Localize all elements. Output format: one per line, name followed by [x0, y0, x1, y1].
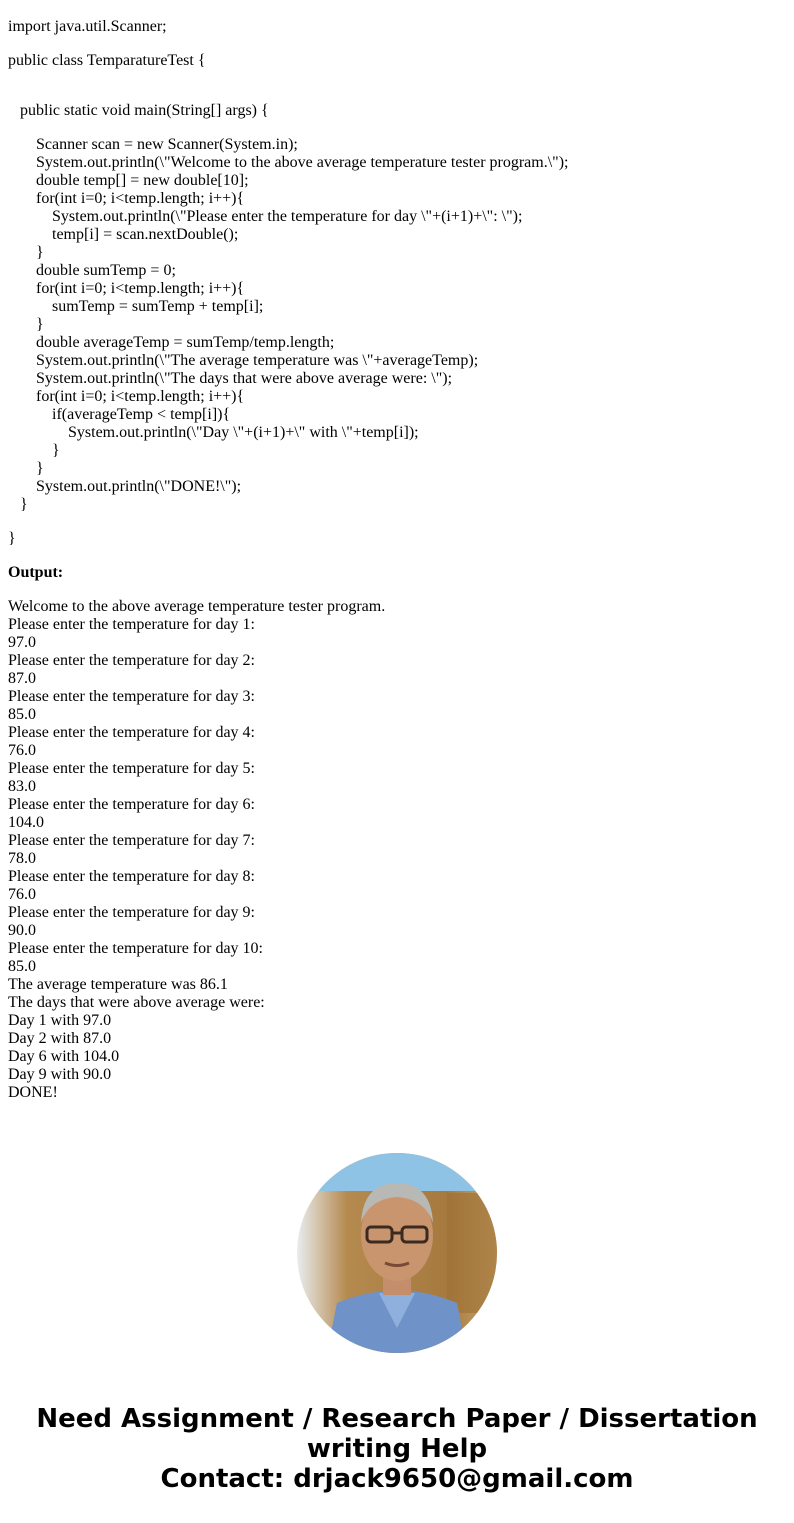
- spacer: [8, 36, 788, 52]
- output-line: 104.0: [8, 814, 44, 831]
- output-line: The average temperature was 86.1: [8, 976, 228, 993]
- output-line: The days that were above average were:: [8, 994, 265, 1011]
- code-line: if(averageTemp < temp[i]){: [8, 406, 231, 423]
- output-line: Please enter the temperature for day 3:: [8, 688, 255, 705]
- code-line: double sumTemp = 0;: [8, 262, 176, 279]
- code-line: for(int i=0; i<temp.length; i++){: [8, 190, 245, 207]
- code-line: sumTemp = sumTemp + temp[i];: [8, 298, 264, 315]
- output-line: Day 9 with 90.0: [8, 1066, 112, 1083]
- spacer: [8, 86, 788, 102]
- code-line: double temp[] = new double[10];: [8, 172, 249, 189]
- output-line: 85.0: [8, 706, 36, 723]
- output-line: 76.0: [8, 742, 36, 759]
- java-code-block: [8, 18, 788, 548]
- spacer: [8, 514, 788, 530]
- code-line: System.out.println(\"Day \"+(i+1)+\" with \"+temp[i]);: [8, 424, 419, 441]
- output-line: Day 2 with 87.0: [8, 1030, 112, 1047]
- code-line: System.out.println(\"The days that were above average were: \");: [8, 370, 453, 387]
- code-line: System.out.println(\"Welcome to the above average temperature tester program.\");: [8, 154, 569, 171]
- output-line: Please enter the temperature for day 1:: [8, 616, 255, 633]
- author-portrait-icon: [297, 1153, 497, 1353]
- spacer: [8, 70, 788, 86]
- promo-line-1: Need Assignment / Research Paper / Dissertation: [36, 1404, 758, 1434]
- output-heading: Output:: [8, 564, 64, 581]
- output-line: 87.0: [8, 670, 36, 687]
- output-line: Please enter the temperature for day 5:: [8, 760, 255, 777]
- output-line: 90.0: [8, 922, 36, 939]
- promo-contact-line: Contact: drjack9650@gmail.com: [160, 1464, 634, 1494]
- spacer: [8, 120, 788, 136]
- output-line: Please enter the temperature for day 6:: [8, 796, 255, 813]
- code-line: temp[i] = scan.nextDouble();: [8, 226, 239, 243]
- output-line: 78.0: [8, 850, 36, 867]
- code-class-line: public class TemparatureTest {: [8, 52, 206, 69]
- output-line: Please enter the temperature for day 8:: [8, 868, 255, 885]
- output-line: Please enter the temperature for day 2:: [8, 652, 255, 669]
- document-body: [8, 18, 788, 1102]
- code-line: double averageTemp = sumTemp/temp.length;: [8, 334, 335, 351]
- output-line: Please enter the temperature for day 4:: [8, 724, 255, 741]
- output-line: Day 1 with 97.0: [8, 1012, 112, 1029]
- promo-line-2: writing Help: [306, 1434, 488, 1464]
- code-line: System.out.println(\"Please enter the temperature for day \"+(i+1)+\": \");: [8, 208, 523, 225]
- output-line: 85.0: [8, 958, 36, 975]
- code-line: }: [8, 460, 44, 477]
- code-import-line: import java.util.Scanner;: [8, 18, 167, 35]
- promo-banner: [0, 1404, 794, 1494]
- output-line: 97.0: [8, 634, 36, 651]
- code-line: }: [8, 316, 44, 333]
- code-line: for(int i=0; i<temp.length; i++){: [8, 280, 245, 297]
- output-line: 83.0: [8, 778, 36, 795]
- output-line: Welcome to the above average temperature tester program.: [8, 598, 386, 615]
- output-line: Day 6 with 104.0: [8, 1048, 120, 1065]
- code-line: System.out.println(\"DONE!\");: [8, 478, 242, 495]
- output-line: Please enter the temperature for day 9:: [8, 904, 255, 921]
- output-line: Please enter the temperature for day 10:: [8, 940, 263, 957]
- output-line: 76.0: [8, 886, 36, 903]
- code-line: }: [8, 442, 60, 459]
- author-avatar: [297, 1153, 497, 1353]
- output-line: DONE!: [8, 1084, 58, 1101]
- code-closing-brace: }: [8, 530, 16, 547]
- program-output: [8, 598, 788, 1102]
- code-main-line: public static void main(String[] args) {: [8, 102, 269, 119]
- code-line: System.out.println(\"The average temperature was \"+averageTemp);: [8, 352, 479, 369]
- code-line: Scanner scan = new Scanner(System.in);: [8, 136, 298, 153]
- code-line: }: [8, 244, 44, 261]
- code-line: for(int i=0; i<temp.length; i++){: [8, 388, 245, 405]
- code-line: }: [8, 496, 28, 513]
- code-method-body: [8, 136, 788, 514]
- output-line: Please enter the temperature for day 7:: [8, 832, 255, 849]
